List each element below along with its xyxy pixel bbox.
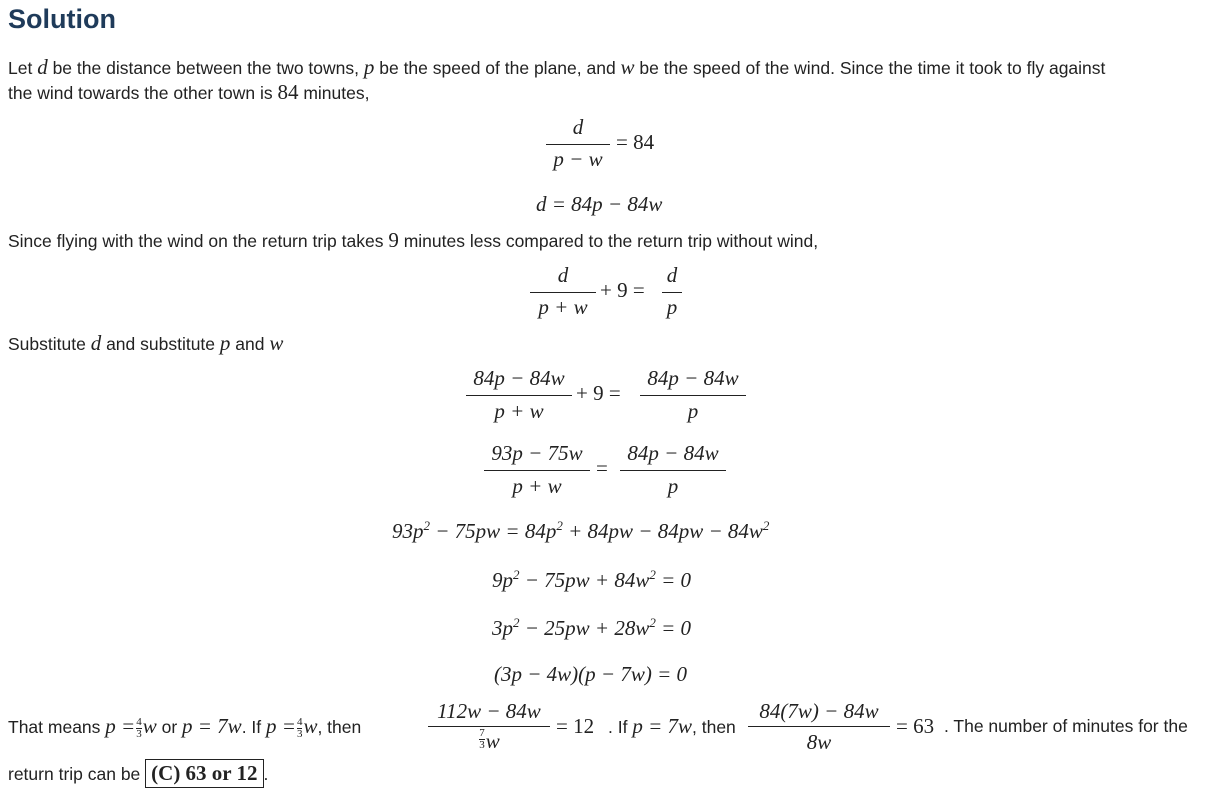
equation-4-mid: + 9 = [576, 381, 621, 405]
equation-7: $9p^2 - 75pw + 84w^2 = 0$ [492, 567, 692, 592]
paragraph-intro-line2: the wind towards the other town is 84 minutes, [8, 80, 370, 104]
paragraph-conclusion-tail: . The number of minutes for the [944, 716, 1188, 736]
fraction-112w: 112w − 84w $\frac{7}{3}$ w [428, 698, 550, 760]
equation-6: $93p^2 - 75pw = 84p^2 + 84pw - 84pw - 84w^2$ [392, 518, 770, 543]
equation-3-fraction-left: d p + w [530, 262, 596, 322]
equation-3-mid: + 9 = [600, 278, 645, 302]
answer-box: (C) 63 or 12 [145, 759, 263, 788]
equation-2: d = 84p − 84w [536, 192, 663, 216]
fraction-four-thirds-2: $\frac{4}{3}$ [296, 715, 303, 740]
paragraph-wind-return: Since flying with the wind on the return trip takes 9 minutes less compared to the return trip without wind, [8, 228, 819, 252]
equation-3-fraction-right: d p [662, 262, 682, 322]
value-12: = 12 [556, 714, 595, 738]
fraction-84-7w: 84(7w) − 84w 8w [748, 698, 890, 760]
paragraph-answer: return trip can be (C) 63 or 12 . [8, 762, 268, 785]
equation-5-mid: = [596, 456, 608, 480]
equation-1-fraction: d p − w [546, 114, 610, 174]
equation-5-fraction-left: 93p − 75w p + w [484, 440, 590, 502]
paragraph-conclusion-mid: . If p = 7w, then [608, 714, 736, 738]
paragraph-intro-line1: Let d be the distance between the two towns, p be the speed of the plane, and w be the speed of the wind. Since the time it took to fly against [8, 55, 1106, 79]
equation-1-rhs: = 84 [616, 130, 655, 154]
page-title: Solution [8, 4, 116, 34]
paragraph-conclusion-line1: That means p = $\frac{4}{3}$ w or p = 7w. If p = $\frac{4}{3}$ w, then [8, 714, 362, 740]
value-63: = 63 [896, 714, 935, 738]
fraction-four-thirds: $\frac{4}{3}$ [136, 715, 142, 740]
equation-8: $3p^2 - 25pw + 28w^2 = 0$ [492, 615, 692, 640]
equation-4-fraction-right: 84p − 84w p [640, 365, 746, 427]
equation-9: (3p − 4w)(p − 7w) = 0 [494, 662, 687, 686]
equation-4-fraction-left: 84p − 84w p + w [466, 365, 572, 427]
equation-5-fraction-right: 84p − 84w p [620, 440, 726, 502]
paragraph-substitute: Substitute d and substitute p and w [8, 331, 284, 355]
